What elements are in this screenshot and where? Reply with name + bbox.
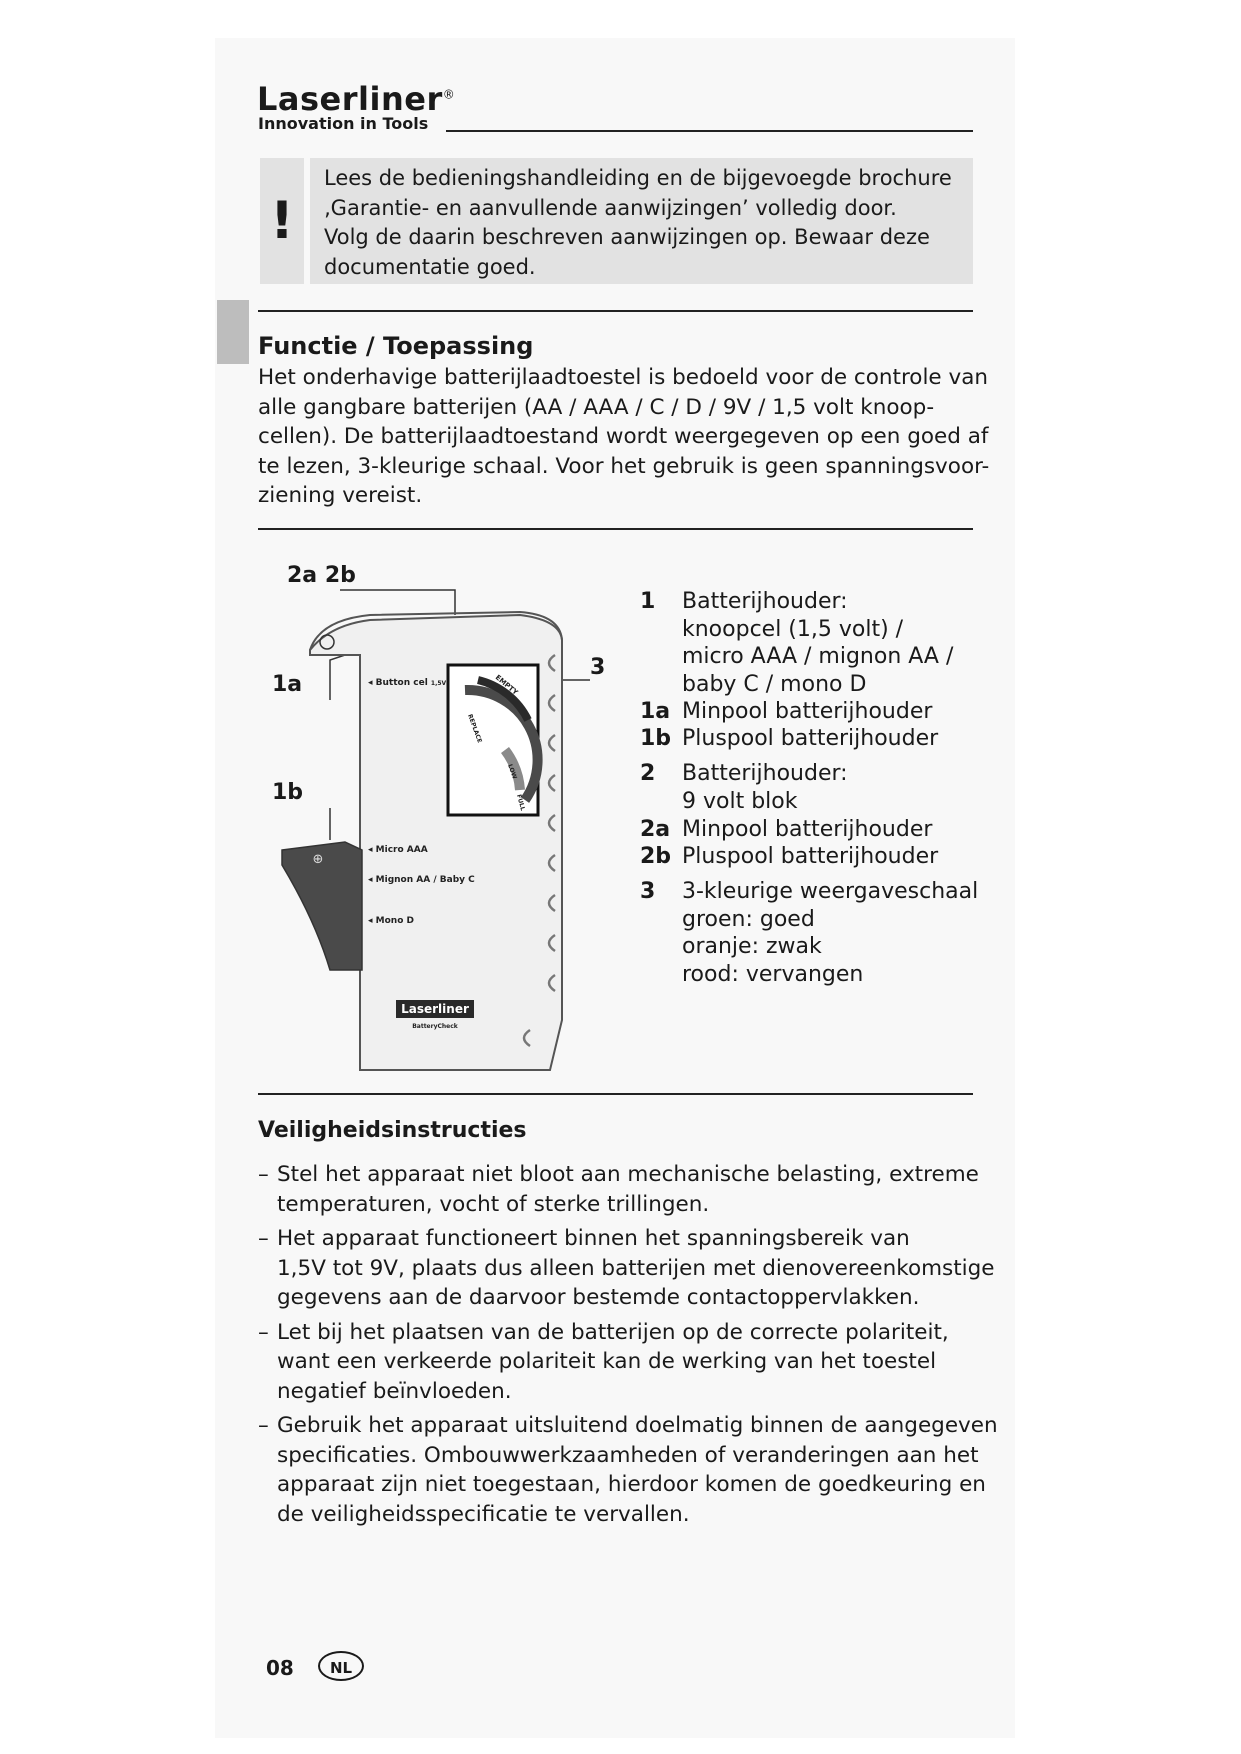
language-badge: NL xyxy=(318,1651,364,1681)
list-item xyxy=(258,1318,998,1407)
list-item-text: Let bij het plaatsen van de batterijen op de correcte polariteit, want een verkeerde polariteit kan de werking van het toestel negatief beïnvloeden. xyxy=(277,1319,949,1404)
page-number: 08 xyxy=(266,1656,294,1680)
legend-text: Minpool batterijhouder xyxy=(682,699,933,724)
safety-list xyxy=(258,1160,998,1534)
legend-number: 1 xyxy=(640,589,656,614)
legend-number: 2 xyxy=(640,761,656,786)
legend-number: 1b xyxy=(640,726,672,751)
header-rule xyxy=(446,130,973,132)
callout-1a: 1a xyxy=(272,672,303,697)
leader-2a-2b xyxy=(340,590,455,615)
legend-text: Minpool batterijhouder xyxy=(682,817,933,842)
slot-label-mignon: ◂ Mignon AA / Baby C xyxy=(368,875,475,885)
device-brand: Laserliner xyxy=(401,1002,469,1016)
section-tab-marker xyxy=(217,300,249,364)
scale-label-replace: REPLACE xyxy=(466,713,483,744)
warning-box xyxy=(260,158,973,284)
battery-tester-illustration xyxy=(270,580,590,1080)
scale-label-empty: EMPTY xyxy=(493,673,520,697)
dash-icon: – xyxy=(258,1162,269,1187)
legend-number: 1a xyxy=(640,699,671,724)
legend-text: Pluspool batterijhouder xyxy=(682,844,939,869)
slot-label-button-cell: ◂ Button cel 1,5V xyxy=(368,678,447,688)
legend-text: Batterijhouder: 9 volt blok xyxy=(682,761,848,814)
leader-1a xyxy=(330,655,345,700)
legend-text: Pluspool batterijhouder xyxy=(682,726,939,751)
list-item xyxy=(258,1160,998,1219)
scale-label-full: FULL xyxy=(515,793,527,812)
callout-3: 3 xyxy=(590,655,606,680)
device-model: BatteryCheck xyxy=(412,1023,458,1030)
function-title: Functie / Toepassing xyxy=(258,332,534,360)
slot-label-mono: ◂ Mono D xyxy=(368,916,414,926)
brand-tagline: Innovation in Tools xyxy=(258,114,429,133)
warning-text: Lees de bedieningshandleiding en de bijgevoegde brochure ‚Garantie- en aanvullende aanwijzingen’ volledig door. Volg de daarin beschreven aanwijzingen op. Bewaar deze documentatie goed. xyxy=(310,158,973,284)
dash-icon: – xyxy=(258,1319,269,1345)
scale-label-low: LOW xyxy=(506,763,518,781)
dash-icon: – xyxy=(258,1226,269,1251)
list-item-text: Het apparaat functioneert binnen het spanningsbereik van 1,5V tot 9V, plaats dus alleen batterijen met dienovereenkomstige gegevens aan de daarvoor bestemde contactoppervlakken. xyxy=(277,1226,995,1310)
legend-number: 2a xyxy=(640,817,671,842)
section-rule xyxy=(258,528,973,530)
list-item xyxy=(258,1411,998,1529)
list-item-text: Stel het apparaat niet bloot aan mechanische belasting, extreme temperaturen, vocht of sterke trillingen. xyxy=(277,1162,979,1217)
legend-text: Batterijhouder: knoopcel (1,5 volt) / micro AAA / mignon AA / baby C / mono D xyxy=(682,589,954,697)
callout-2a-2b: 2a 2b xyxy=(287,563,356,588)
brand-logo: Laserliner® xyxy=(257,80,456,118)
legend-number: 3 xyxy=(640,879,656,904)
legend-number: 2b xyxy=(640,844,672,869)
slot-label-micro: ◂ Micro AAA xyxy=(368,845,428,855)
function-body: Het onderhavige batterijlaadtoestel is bedoeld voor de controle van alle gangbare batterijen (AA / AAA / C / D / 9V / 1,5 volt knoop- cellen). De batterijlaadtoestand wordt weergegeven op een goed af te lezen, 3-kleurige schaal. Voor het gebruik is geen spanningsvoor- ziening vereist. xyxy=(258,365,990,508)
section-rule xyxy=(258,310,973,312)
callout-1b: 1b xyxy=(272,780,304,805)
list-item xyxy=(258,1224,998,1313)
safety-title: Veiligheidsinstructies xyxy=(258,1118,527,1143)
exclamation-icon: ! xyxy=(260,158,304,284)
dash-icon: – xyxy=(258,1413,269,1438)
legend-text: 3-kleurige weergaveschaal groen: goed oranje: zwak rood: vervangen xyxy=(682,879,979,987)
list-item-text: Gebruik het apparaat uitsluitend doelmatig binnen de aangegeven specificaties. Ombouwwerkzaamheden of veranderingen aan het apparaat zijn niet toegestaan, hierdoor komen de goedkeuring en de veiligheidsspecificatie te vervallen. xyxy=(277,1413,998,1527)
plus-pole-icon: ⊕ xyxy=(312,852,324,867)
section-rule xyxy=(258,1093,973,1095)
